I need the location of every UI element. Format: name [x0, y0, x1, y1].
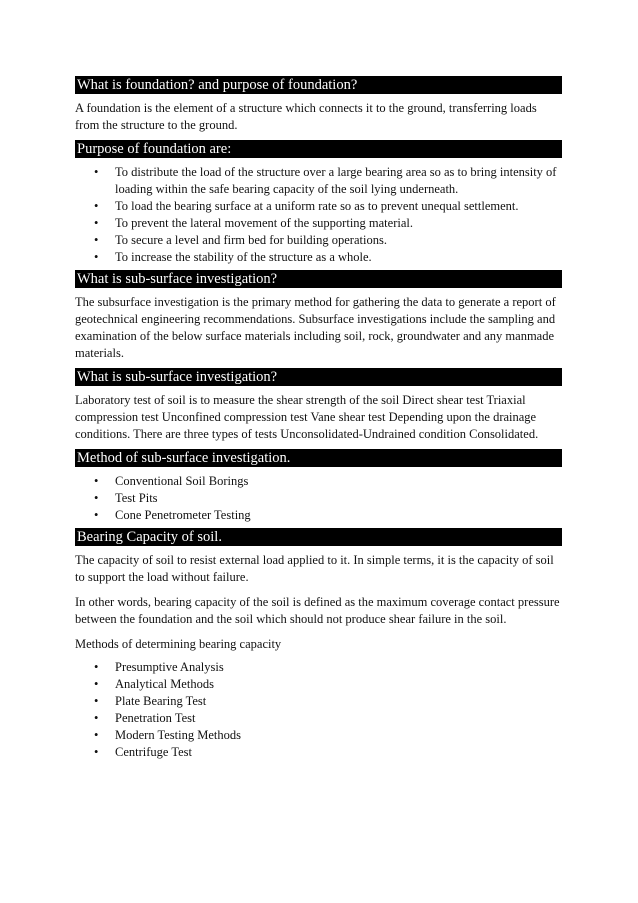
list-item-text: Test Pits — [115, 491, 158, 505]
bullet-icon: • — [94, 694, 99, 708]
paragraph-bearing-capacity-methods-intro: Methods of determining bearing capacity — [75, 637, 282, 651]
bullet-icon: • — [94, 233, 99, 247]
list-item — [75, 232, 562, 249]
paragraph-bearing-capacity-other-words: In other words, bearing capacity of the soil is defined as the maximum coverage contact pressure between the foundation and the soil which should not produce shear failure in the soil. — [75, 595, 560, 626]
list-item-text: Analytical Methods — [115, 677, 214, 691]
list-item — [75, 676, 562, 693]
list-item — [75, 693, 562, 710]
bullet-icon: • — [94, 745, 99, 759]
list-item-text: Plate Bearing Test — [115, 694, 207, 708]
list-item — [75, 507, 562, 524]
bullet-icon: • — [94, 508, 99, 522]
paragraph-bearing-capacity-definition: The capacity of soil to resist external load applied to it. In simple terms, it is the capacity of soil to support the load without failure. — [75, 553, 554, 584]
bullet-icon: • — [94, 660, 99, 674]
section-heading-bearing-capacity: Bearing Capacity of soil. — [75, 528, 562, 546]
section-heading-purpose: Purpose of foundation are: — [75, 140, 562, 158]
section-heading-subsurface: What is sub-surface investigation? — [75, 270, 562, 288]
section-heading-foundation: What is foundation? and purpose of foundation? — [75, 76, 562, 94]
list-item — [75, 490, 562, 507]
list-item — [75, 198, 562, 215]
list-item-text: Penetration Test — [115, 711, 196, 725]
bullet-icon: • — [94, 491, 99, 505]
section-heading-subsurface-tests: What is sub-surface investigation? — [75, 368, 562, 386]
bullet-icon: • — [94, 199, 99, 213]
bullet-icon: • — [94, 474, 99, 488]
list-item-text: Cone Penetrometer Testing — [115, 508, 251, 522]
list-item — [75, 710, 562, 727]
list-item-text: Presumptive Analysis — [115, 660, 224, 674]
list-item — [75, 473, 562, 490]
bullet-icon: • — [94, 677, 99, 691]
list-item-text: To load the bearing surface at a uniform rate so as to prevent unequal settlement. — [115, 199, 519, 213]
section-heading-method: Method of sub-surface investigation. — [75, 449, 562, 467]
list-item — [75, 164, 562, 198]
list-item — [75, 659, 562, 676]
method-list — [75, 473, 562, 524]
list-item — [75, 744, 562, 761]
purpose-list — [75, 164, 562, 266]
list-item-text: Centrifuge Test — [115, 745, 193, 759]
bullet-icon: • — [94, 216, 99, 230]
list-item — [75, 215, 562, 232]
list-item-text: To distribute the load of the structure over a large bearing area so as to bring intensity of loading within the safe bearing capacity of the soil lying underneath. — [115, 165, 557, 196]
list-item-text: To increase the stability of the structure as a whole. — [115, 250, 372, 264]
bullet-icon: • — [94, 165, 99, 179]
list-item — [75, 727, 562, 744]
document-page — [75, 76, 562, 763]
list-item-text: Conventional Soil Borings — [115, 474, 249, 488]
list-item — [75, 249, 562, 266]
paragraph-laboratory-tests: Laboratory test of soil is to measure the shear strength of the soil Direct shear test Triaxial compression test Unconfined compression test Vane shear test Depending upon the drainage conditions. There are three types of tests Unconsolidated-Undrained condition Consolidated. — [75, 393, 539, 441]
paragraph-subsurface-definition: The subsurface investigation is the primary method for gathering the data to generate a report of geotechnical engineering recommendations. Subsurface investigations include the sampling and examination of the below surface materials including soil, rock, groundwater and any manmade materials. — [75, 295, 556, 360]
bearing-capacity-methods-list — [75, 659, 562, 761]
paragraph-foundation-definition: A foundation is the element of a structure which connects it to the ground, transferring loads from the structure to the ground. — [75, 101, 537, 132]
list-item-text: To prevent the lateral movement of the supporting material. — [115, 216, 413, 230]
bullet-icon: • — [94, 728, 99, 742]
list-item-text: Modern Testing Methods — [115, 728, 241, 742]
list-item-text: To secure a level and firm bed for building operations. — [115, 233, 387, 247]
bullet-icon: • — [94, 250, 99, 264]
bullet-icon: • — [94, 711, 99, 725]
